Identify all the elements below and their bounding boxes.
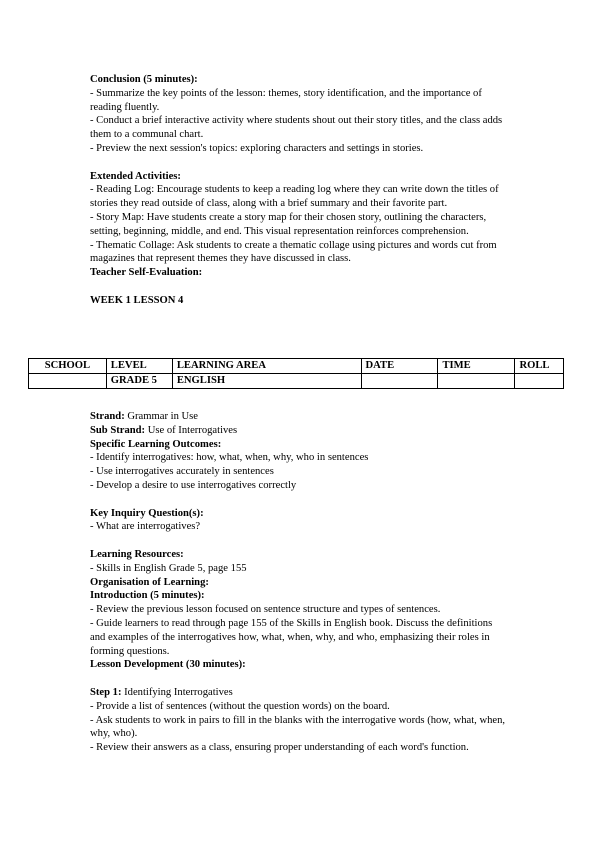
step1-item: - Provide a list of sentences (without the question words) on the board. <box>90 700 390 712</box>
conclusion-item: - Preview the next session's topics: exploring characters and settings in stories. <box>90 142 424 154</box>
outcome-item: - Identify interrogatives: how, what, when, why, who in sentences <box>90 452 369 464</box>
extended-item: - Thematic Collage: Ask students to create a thematic collage using pictures and words cut from magazines that represent themes they have discussed in class. <box>90 239 497 265</box>
sub-strand-label: Sub Strand: <box>90 424 146 436</box>
table-row <box>29 374 564 389</box>
introduction-item: - Guide learners to read through page 155 of the Skills in English book. Discuss the definitions and examples of the interrogatives how, what, when, why, and who, emphasizing their roles in forming questions. <box>90 617 493 657</box>
conclusion-item: - Conduct a brief interactive activity where students shout out their story titles, and the class adds them to a communal chart. <box>90 115 503 141</box>
inquiry-item: - What are interrogatives? <box>90 521 201 533</box>
table-header-cell: TIME <box>438 359 515 374</box>
lesson-section <box>90 410 510 755</box>
outcome-item: - Develop a desire to use interrogatives correctly <box>90 479 297 491</box>
extended-heading: Extended Activities: <box>90 170 181 182</box>
strand-label: Strand: <box>90 411 125 422</box>
sub-strand-line <box>90 424 510 438</box>
table-header-cell: LEVEL <box>106 359 172 374</box>
inquiry-heading: Key Inquiry Question(s): <box>90 507 204 519</box>
development-heading: Lesson Development (30 minutes): <box>90 659 246 671</box>
resource-item: - Skills in English Grade 5, page 155 <box>90 562 247 574</box>
conclusion-heading: Conclusion (5 minutes): <box>90 74 198 85</box>
outcome-item: - Use interrogatives accurately in sentences <box>90 466 274 478</box>
organisation-heading: Organisation of Learning: <box>90 576 209 588</box>
introduction-item: - Review the previous lesson focused on sentence structure and types of sentences. <box>90 604 441 616</box>
extended-item: - Reading Log: Encourage students to keep a reading log where they can write down the titles of stories they read outside of class, along with a brief summary and their favorite part. <box>90 184 499 210</box>
lesson-info-table <box>28 358 564 389</box>
step1-item: - Review their answers as a class, ensuring proper understanding of each word's function. <box>90 742 469 754</box>
table-cell <box>515 374 564 389</box>
strand-value: Grammar in Use <box>124 411 198 422</box>
step1-line <box>90 686 510 700</box>
table-header-cell: DATE <box>361 359 438 374</box>
step1-label: Step 1: <box>90 686 122 698</box>
table-cell <box>361 374 438 389</box>
table-cell <box>438 374 515 389</box>
table-cell: GRADE 5 <box>106 374 172 389</box>
table-cell <box>29 374 107 389</box>
introduction-heading: Introduction (5 minutes): <box>90 590 205 602</box>
outcomes-heading: Specific Learning Outcomes: <box>90 438 222 450</box>
conclusion-item: - Summarize the key points of the lesson: themes, story identification, and the importance of reading fluently. <box>90 87 482 113</box>
table-header-cell: SCHOOL <box>29 359 107 374</box>
table-header-cell: LEARNING AREA <box>172 359 361 374</box>
sub-strand-value: Use of Interrogatives <box>145 424 238 436</box>
extended-item: - Story Map: Have students create a story map for their chosen story, outlining the characters, setting, beginning, middle, and end. This visual representation reinforces comprehension. <box>90 211 487 237</box>
step1-title: Identifying Interrogatives <box>121 686 233 698</box>
resources-heading: Learning Resources: <box>90 548 184 560</box>
table-cell: ENGLISH <box>172 374 361 389</box>
strand-line <box>90 410 510 424</box>
upper-section <box>90 73 510 308</box>
self-eval-heading: Teacher Self-Evaluation: <box>90 267 203 279</box>
table-header-row <box>29 359 564 374</box>
table-header-cell: ROLL <box>515 359 564 374</box>
step1-item: - Ask students to work in pairs to fill in the blanks with the interrogative words (how, what, when, why, who). <box>90 714 506 740</box>
week-heading: WEEK 1 LESSON 4 <box>90 294 184 306</box>
